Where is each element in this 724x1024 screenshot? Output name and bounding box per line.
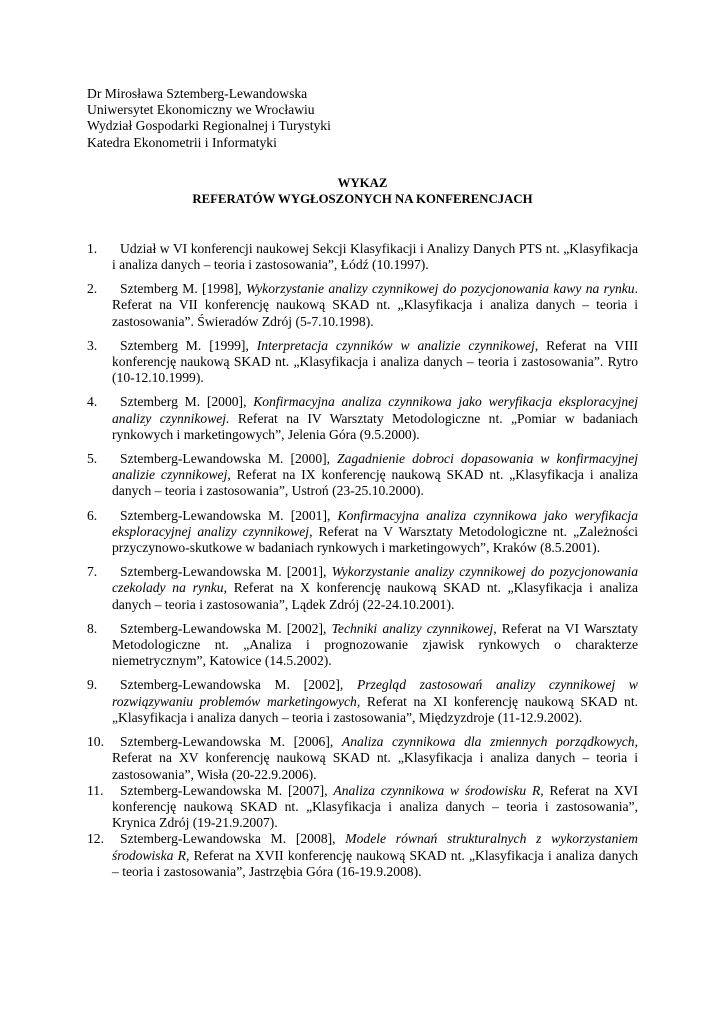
list-item: [87, 831, 638, 880]
item-title: Techniki analizy czynnikowej: [331, 620, 494, 636]
item-number: 12.: [87, 831, 104, 847]
item-text-post: Referat na XI konferencję naukową SKAD nt. „Klasyfikacja i analiza danych – teoria i zastosowania”, Międzyzdroje (11-12.9.2002).: [112, 693, 639, 725]
item-text: [112, 508, 638, 557]
item-number: 6.: [87, 507, 98, 523]
faculty-name: Wydział Gospodarki Regionalnej i Turystyki: [87, 118, 331, 134]
item-text: [112, 677, 638, 726]
author-name: Dr Mirosława Sztemberg-Lewandowska: [87, 86, 308, 101]
item-number: 10.: [87, 734, 104, 750]
item-title: Modele równań strukturalnych z wykorzystaniem środowiska R,: [112, 831, 638, 863]
list-item: [87, 621, 638, 670]
item-text-post: , Referat na VI Warsztaty Metodologiczne nt. „Analiza i prognozowanie zjawisk rynkowych o charakterze niemetrycznym”, Katowice (14.5.2002).: [112, 620, 639, 669]
item-text: [112, 241, 638, 273]
item-number: 8.: [87, 620, 98, 636]
item-text-post: Referat na V Warsztaty Metodologiczne nt. „Zależności przyczynowo-skutkowe w badaniach rynkowych i marketingowych”, Kraków (8.5.2001).: [112, 523, 638, 556]
item-number: 4.: [87, 394, 98, 410]
item-text: [112, 564, 638, 613]
item-number: 9.: [87, 677, 98, 693]
item-title: Wykorzystanie analizy czynnikowej do pozycjonowania czekolady na rynku: [112, 564, 638, 596]
item-title: Analiza czynnikowa w środowisku R,: [333, 782, 544, 798]
item-text: [112, 831, 638, 880]
item-text: [112, 281, 638, 330]
item-text: [112, 783, 638, 832]
item-text-pre: Sztemberg-Lewandowska M. [2006],: [120, 734, 342, 750]
item-title: Interpretacja czynników w analizie czynnikowej: [256, 337, 535, 353]
item-text-pre: Sztemberg-Lewandowska M. [2002],: [120, 620, 332, 636]
list-item: [87, 508, 638, 557]
item-text-post: Referat na XVII konferencję naukową SKAD nt. „Klasyfikacja i analiza danych – teoria i zastosowania”, Jastrzębia Góra (16-19.9.2008).: [112, 847, 638, 879]
list-item: [87, 677, 638, 726]
item-text-post: Referat na XVI konferencję naukową SKAD nt. „Klasyfikacja i analiza danych – teoria i zastosowania”, Krynica Zdrój (19-21.9.2007).: [112, 782, 638, 831]
item-number: 3.: [87, 337, 98, 353]
item-text-pre: Sztemberg M. [1999],: [120, 337, 257, 353]
item-text: [112, 338, 638, 387]
list-item: [87, 394, 638, 443]
item-title: Zagadnienie dobroci dopasowania w konfirmacyjnej analizie czynnikowej: [112, 451, 638, 483]
item-number: 2.: [87, 281, 98, 297]
conference-list: [87, 241, 638, 880]
item-text-post: , Referat na IX konferencję naukową SKAD nt. „Klasyfikacja i analiza danych – teoria i zastosowania”, Ustroń (23-25.10.2000).: [112, 467, 638, 499]
item-text-pre: Sztemberg M. [1998],: [120, 281, 247, 297]
item-text-pre: Sztemberg-Lewandowska M. [2001],: [120, 564, 332, 580]
list-item: [87, 241, 638, 273]
title-line-2: REFERATÓW WYGŁOSZONYCH NA KONFERENCJACH: [192, 191, 533, 206]
list-item: [87, 734, 638, 783]
item-text-pre: Sztemberg-Lewandowska M. [2008],: [120, 831, 346, 847]
item-title: Konfirmacyjna analiza czynnikowa jako weryfikacja eksploracyjnej analizy czynnikowej,: [112, 507, 638, 539]
item-text-pre: Sztemberg M. [2000],: [120, 394, 254, 410]
item-text-pre: Sztemberg-Lewandowska M. [2000],: [120, 451, 338, 467]
item-title: Konfirmacyjna analiza czynnikowa jako weryfikacja eksploracyjnej analizy czynnikowej.: [112, 394, 638, 426]
item-title: Wykorzystanie analizy czynnikowej do pozycjonowania kawy na rynku: [246, 281, 635, 297]
item-text: [112, 394, 638, 443]
item-text: [112, 621, 638, 670]
document-title: [87, 175, 638, 207]
item-title: Przegląd zastosowań analizy czynnikowej w rozwiązywaniu problemów marketingowych,: [112, 677, 638, 709]
item-text-post: , Referat na XV konferencję naukową SKAD nt. „Klasyfikacja i analiza danych – teoria i zastosowania”, Wisła (20-22.9.2006).: [112, 734, 638, 782]
item-text: [112, 451, 638, 500]
item-number: 11.: [87, 782, 104, 798]
item-text-post: . Referat na VII konferencję naukową SKAD nt. „Klasyfikacja i analiza danych – teoria i zastosowania”. Świeradów Zdrój (5-7.10.1998).: [112, 281, 638, 329]
author-header: [87, 86, 638, 151]
title-line-1: WYKAZ: [337, 175, 388, 190]
item-text-pre: Sztemberg-Lewandowska M. [2007],: [120, 782, 334, 798]
item-number: 1.: [87, 240, 98, 256]
list-item: [87, 564, 638, 613]
item-title: Analiza czynnikowa dla zmiennych porządkowych: [341, 734, 635, 750]
item-number: 7.: [87, 564, 98, 580]
list-item: [87, 451, 638, 500]
item-text-pre: Sztemberg-Lewandowska M. [2002],: [120, 677, 357, 693]
item-text-post: Referat na IV Warsztaty Metodologiczne nt. „Pomiar w badaniach rynkowych i marketingowych”, Jelenia Góra (9.5.2000).: [112, 410, 638, 442]
item-text-post: , Referat na X konferencję naukową SKAD nt. „Klasyfikacja i analiza danych – teoria i zastosowania”, Lądek Zdrój (22-24.10.2001).: [112, 580, 638, 612]
university-name: Uniwersytet Ekonomiczny we Wrocławiu: [87, 102, 315, 118]
document-page: [87, 86, 638, 880]
list-item: [87, 281, 638, 330]
item-text-post: , Referat na VIII konferencję naukową SKAD nt. „Klasyfikacja i analiza danych – teoria i zastosowania”. Rytro (10-12.10.1999).: [112, 337, 638, 386]
list-item: [87, 338, 638, 387]
department-name: Katedra Ekonometrii i Informatyki: [87, 134, 277, 150]
item-text-pre: Sztemberg-Lewandowska M. [2001],: [120, 507, 338, 523]
item-text: [112, 734, 638, 783]
item-text-pre: Udział w VI konferencji naukowej Sekcji Klasyfikacji i Analizy Danych PTS nt. „Klasyfikacja i analiza danych – teoria i zastosowania”, Łódź (10.1997).: [112, 240, 638, 273]
item-number: 5.: [87, 451, 98, 467]
list-item: [87, 783, 638, 832]
